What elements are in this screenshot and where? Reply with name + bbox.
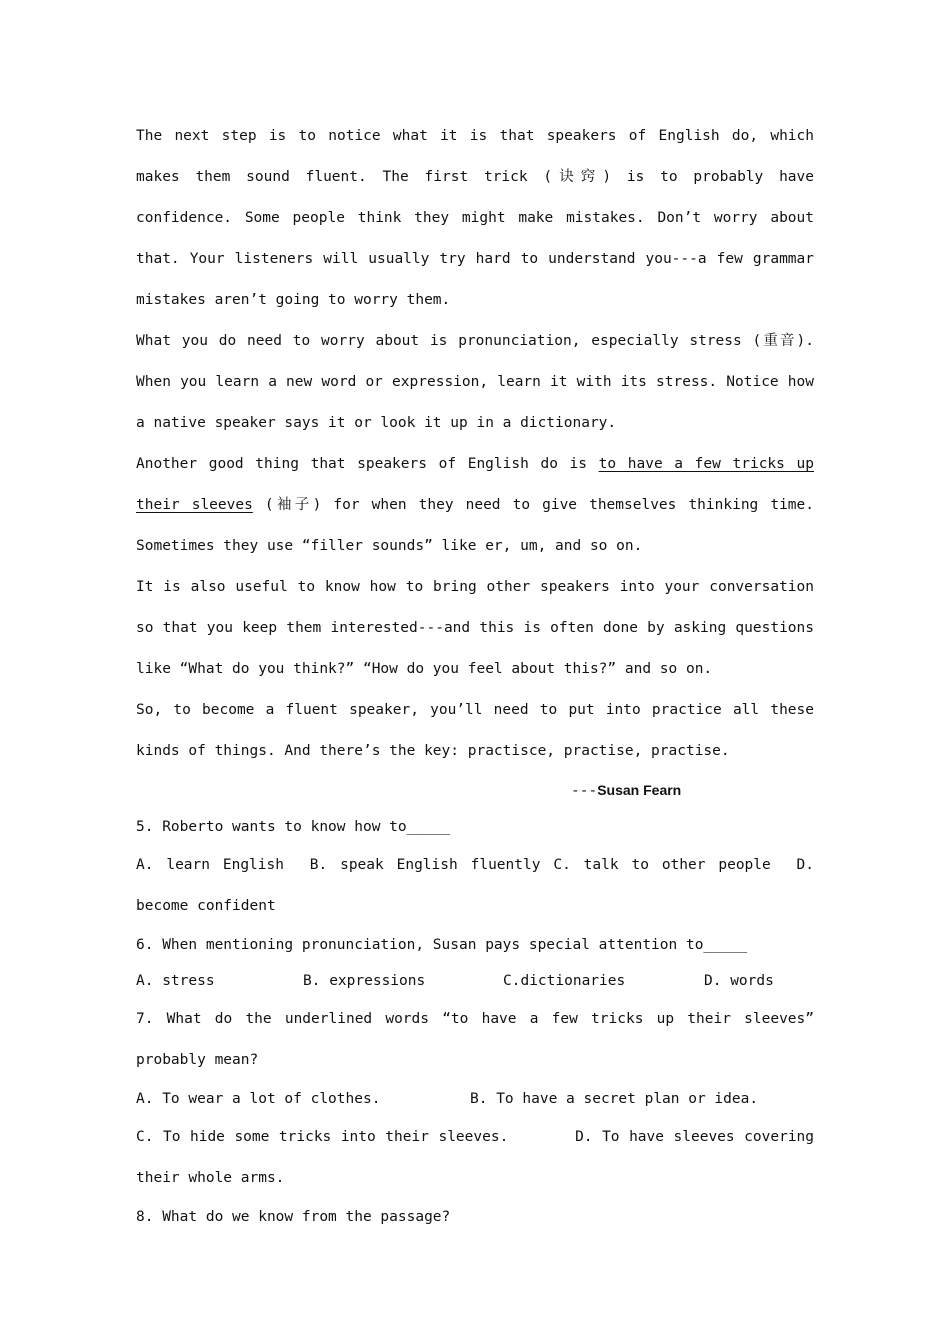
document-page: [136, 116, 814, 1235]
q5-option-a: A. learn English: [136, 857, 284, 873]
question-7-options-row-2: [136, 1117, 814, 1199]
q5-option-c: C. talk to other people: [553, 857, 771, 873]
q7-option-b: B. To have a secret plan or idea.: [470, 1091, 759, 1107]
underlined-phrase: to have a few tricks up their sleeves: [136, 456, 814, 513]
q6-option-b: B. expressions: [303, 973, 426, 989]
q6-option-d: D. words: [704, 973, 774, 989]
question-6-options: [136, 963, 814, 999]
q6-option-c: C.dictionaries: [503, 973, 626, 989]
p3-lead-text: Another good thing that speakers of English do is: [136, 456, 599, 472]
question-7-options-row-1: [136, 1081, 814, 1117]
question-5-stem: 5. Roberto wants to know how to_____: [136, 819, 451, 835]
question-6-stem: 6. When mentioning pronunciation, Susan pays special attention to_____: [136, 937, 748, 953]
question-8-stem: 8. What do we know from the passage?: [136, 1209, 451, 1225]
p3-trail-text: (袖子) for when they need to give themselves thinking time. Sometimes they use “filler sounds” like er, um, and so on.: [136, 497, 814, 554]
passage-paragraph-1: The next step is to notice what it is that speakers of English do, which makes them sound fluent. The first trick (诀窍) is to probably have confidence. Some people think they might make mistakes. Don’t worry about that. Your listeners will usually try hard to understand you---a few grammar mistakes aren’t going to worry them.: [136, 128, 814, 308]
question-5-options: [136, 845, 814, 927]
q5-option-b: B. speak English fluently: [309, 857, 541, 873]
passage-paragraph-5: So, to become a fluent speaker, you’ll need to put into practice all these kinds of things. And there’s the key: practisce, practise, practise.: [136, 702, 814, 759]
q6-option-a: A. stress: [136, 973, 215, 989]
author-name: Susan Fearn: [597, 782, 682, 798]
passage-paragraph-3: [136, 444, 814, 567]
q5-option-d: D. become confident: [136, 857, 814, 914]
author-signature: [136, 772, 814, 809]
q7-option-d: D. To have sleeves covering their whole arms.: [136, 1129, 815, 1186]
q7-option-a: A. To wear a lot of clothes.: [136, 1091, 381, 1107]
author-dash: ---: [571, 783, 598, 799]
q7-option-c: C. To hide some tricks into their sleeves.: [136, 1129, 509, 1145]
question-7-stem: 7. What do the underlined words “to have a few tricks up their sleeves” probably mean?: [136, 1011, 814, 1068]
passage-paragraph-4: It is also useful to know how to bring other speakers into your conversation so that you keep them interested---and this is often done by asking questions like “What do you think?” “How do you feel about this?” and so on.: [136, 579, 814, 677]
passage-paragraph-2: What you do need to worry about is pronunciation, especially stress (重音). When you learn a new word or expression, learn it with its stress. Notice how a native speaker says it or look it up in a dictionary.: [136, 333, 814, 431]
